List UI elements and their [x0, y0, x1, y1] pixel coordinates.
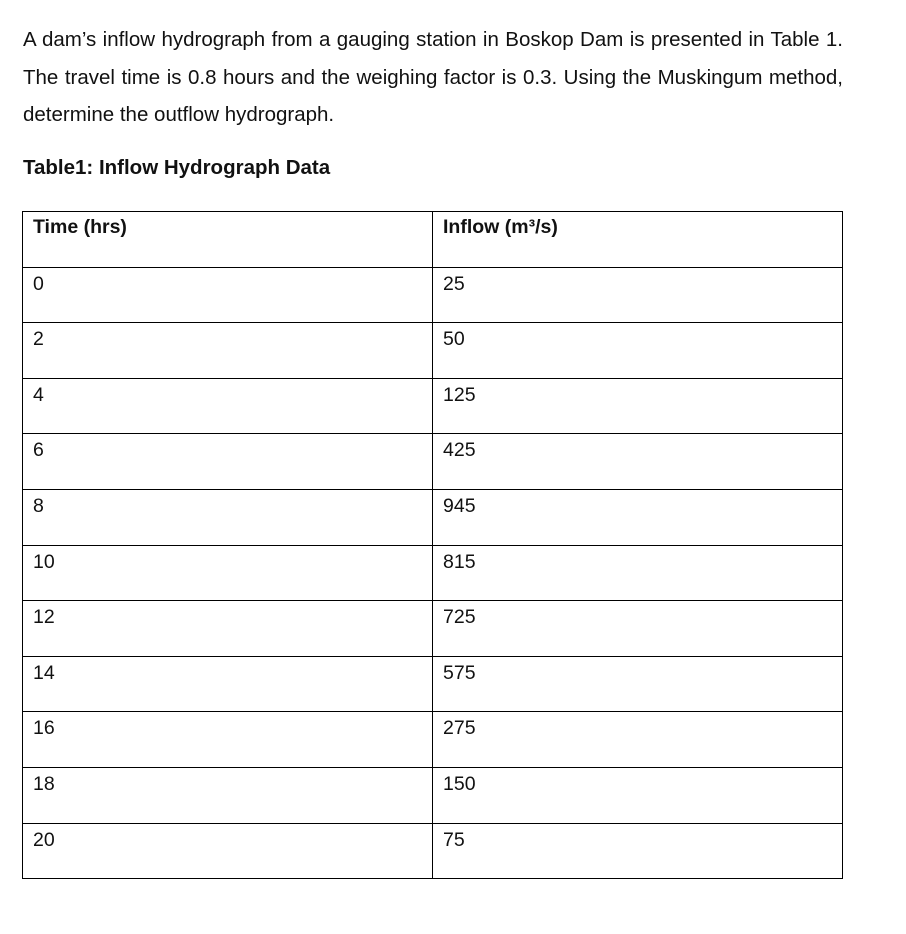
- table-header-row: [23, 212, 843, 268]
- table-row: [23, 656, 843, 712]
- cell-inflow: [433, 378, 843, 434]
- cell-inflow: [433, 545, 843, 601]
- header-time-label: Time (hrs): [33, 216, 127, 238]
- cell-inflow: [433, 323, 843, 379]
- inflow-hydrograph-table: [22, 211, 843, 879]
- cell-time-value: 20: [33, 828, 55, 851]
- table-row: [23, 767, 843, 823]
- cell-time: [23, 267, 433, 323]
- cell-inflow-value: 25: [443, 272, 465, 295]
- table-row: [23, 434, 843, 490]
- cell-inflow: [433, 434, 843, 490]
- cell-inflow: [433, 489, 843, 545]
- table-row: [23, 323, 843, 379]
- cell-time: [23, 601, 433, 657]
- cell-inflow-value: 815: [443, 550, 476, 573]
- cell-time: [23, 434, 433, 490]
- table-row: [23, 489, 843, 545]
- table-row: [23, 545, 843, 601]
- cell-inflow: [433, 712, 843, 768]
- cell-time-value: 4: [33, 383, 44, 406]
- cell-inflow: [433, 656, 843, 712]
- cell-inflow: [433, 767, 843, 823]
- table-row: [23, 823, 843, 879]
- cell-inflow-value: 945: [443, 494, 476, 517]
- cell-time: [23, 656, 433, 712]
- cell-time-value: 18: [33, 772, 55, 795]
- cell-inflow-value: 725: [443, 606, 476, 629]
- cell-time-value: 0: [33, 272, 44, 295]
- cell-inflow-value: 150: [443, 772, 476, 795]
- header-time: [23, 212, 433, 268]
- cell-time: [23, 323, 433, 379]
- cell-inflow: [433, 823, 843, 879]
- cell-time: [23, 712, 433, 768]
- table-row: [23, 378, 843, 434]
- table-row: [23, 601, 843, 657]
- cell-inflow-value: 50: [443, 328, 465, 351]
- cell-time-value: 2: [33, 328, 44, 351]
- cell-time-value: 12: [33, 606, 55, 629]
- table-row: [23, 267, 843, 323]
- problem-statement: A dam’s inflow hydrograph from a gauging station in Boskop Dam is presented in Table 1. The travel time is 0.8 hours and the weighing factor is 0.3. Using the Muskingum method, determine the outflow hydrograph.: [23, 28, 843, 126]
- cell-inflow-value: 575: [443, 661, 476, 684]
- cell-time-value: 10: [33, 550, 55, 573]
- header-inflow-label: Inflow (m³/s): [443, 216, 558, 238]
- cell-inflow-value: 75: [443, 828, 465, 851]
- cell-time: [23, 378, 433, 434]
- cell-time-value: 6: [33, 439, 44, 462]
- header-inflow: [433, 212, 843, 268]
- table-row: [23, 712, 843, 768]
- cell-inflow-value: 425: [443, 439, 476, 462]
- cell-time: [23, 767, 433, 823]
- cell-inflow: [433, 601, 843, 657]
- cell-time: [23, 823, 433, 879]
- cell-time-value: 8: [33, 494, 44, 517]
- cell-inflow-value: 275: [443, 717, 476, 740]
- cell-inflow: [433, 267, 843, 323]
- cell-inflow-value: 125: [443, 383, 476, 406]
- cell-time-value: 14: [33, 661, 55, 684]
- table-caption: Table1: Inflow Hydrograph Data: [23, 156, 331, 179]
- cell-time-value: 16: [33, 717, 55, 740]
- cell-time: [23, 489, 433, 545]
- cell-time: [23, 545, 433, 601]
